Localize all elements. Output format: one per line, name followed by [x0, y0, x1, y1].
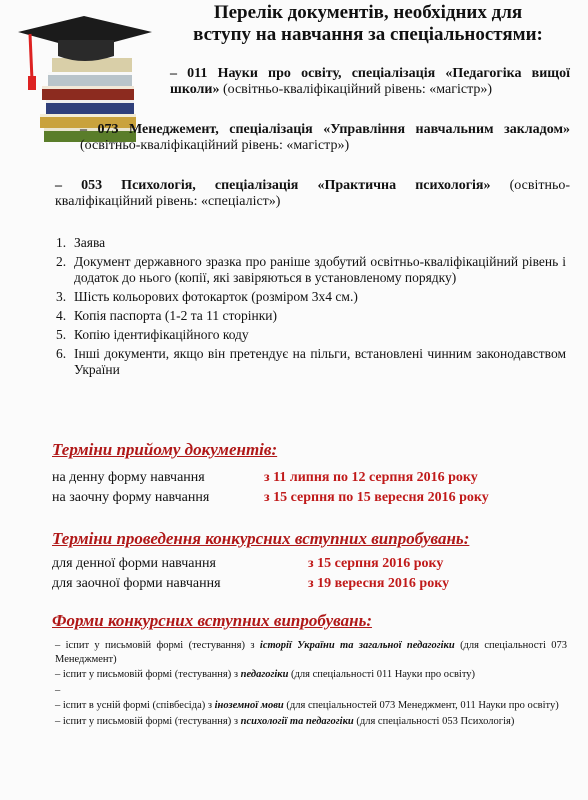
- forms-list: [55, 639, 567, 730]
- specialty-level: (освітньо-кваліфікаційний рівень: «магістр»): [80, 138, 350, 153]
- list-item: – іспит в усній формі (співбесіда) з іноземної мови (для спеціальностей 073 Менеджмент, 011 Науки про освіту): [55, 700, 559, 711]
- specialty-053: [55, 178, 570, 210]
- row-dates: з 15 серпня по 15 вересня 2016 року: [264, 490, 489, 505]
- row-label: на заочну форму навчання: [52, 490, 210, 505]
- specialty-level: (освітньо-кваліфікаційний рівень: «спеціаліст»): [55, 178, 570, 209]
- exams-row-fulltime: [52, 556, 444, 572]
- forms-heading: Форми конкурсних вступних випробувань:: [52, 611, 373, 630]
- specialty-name: – 073 Менеджемент, спеціалізація «Управління навчальним закладом»: [80, 122, 570, 137]
- list-item: –: [55, 684, 61, 696]
- list-item: 4. Копія паспорта (1-2 та 11 сторінки): [56, 308, 277, 323]
- exams-heading: Терміни проведення конкурсних вступних випробувань:: [52, 529, 470, 548]
- admission-row-parttime: [52, 490, 489, 506]
- documents-list: [56, 235, 566, 381]
- page-title: [168, 2, 568, 46]
- list-item: 6. Інші документи, якщо він претендує на пільги, встановлені чинним законодавством України: [56, 346, 566, 377]
- list-item: – іспит у письмовій формі (тестування) з педагогіки (для спеціальності 011 Науки про освіту): [55, 669, 476, 680]
- list-item: 3. Шість кольорових фотокарток (розміром 3х4 см.): [56, 289, 358, 304]
- admission-row-fulltime: [52, 470, 478, 486]
- title-line-1: Перелік документів, необхідних для: [213, 2, 523, 23]
- row-dates: з 15 серпня 2016 року: [308, 556, 444, 571]
- specialty-level: (освітньо-кваліфікаційний рівень: «магістр»): [222, 82, 493, 97]
- list-item: – іспит у письмовій формі (тестування) з історії України та загальної педагогіки (для спеціальності 073 Менеджмент): [55, 640, 568, 665]
- specialty-name: – 011 Науки про освіту, спеціалізація «Педагогіка вищої школи»: [170, 66, 570, 97]
- row-dates: з 11 липня по 12 серпня 2016 року: [264, 470, 478, 485]
- specialty-011: [170, 66, 570, 98]
- specialty-name: – 053 Психологія, спеціалізація «Практична психологія»: [55, 178, 491, 193]
- list-item: 2. Документ державного зразка про раніше здобутий освітньо-кваліфікаційний рівень і додаток до нього (копії, які завіряються в установленому порядку): [56, 254, 566, 285]
- list-item: – іспит у письмовій формі (тестування) з психології та педагогіки (для спеціальності 053 Психологія): [55, 715, 515, 727]
- row-label: для денної форми навчання: [52, 556, 216, 571]
- row-label: на денну форму навчання: [52, 470, 205, 485]
- admission-heading: Терміни прийому документів:: [52, 440, 278, 459]
- title-line-2: вступу на навчання за спеціальностями:: [193, 24, 543, 45]
- list-item: 1. Заява: [56, 235, 106, 250]
- list-item: 5. Копію ідентифікаційного коду: [56, 327, 249, 342]
- specialty-073: [80, 122, 570, 154]
- row-label: для заочної форми навчання: [52, 576, 221, 591]
- row-dates: з 19 вересня 2016 року: [308, 576, 450, 591]
- exams-row-parttime: [52, 576, 450, 592]
